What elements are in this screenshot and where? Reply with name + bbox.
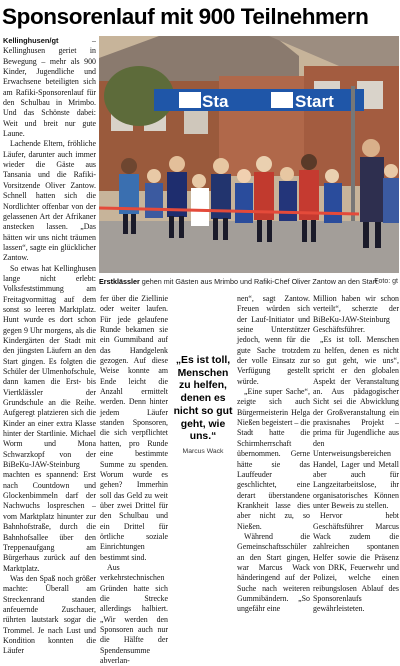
pull-quote-author: Marcus Wack [182, 447, 224, 455]
article-column-1 [3, 36, 96, 656]
dateline: Kellinghusen/gt [3, 36, 59, 45]
article-paragraph: Aus verkehrstechnischen Gründen hatte sich die Strecke allerdings halbiert. „Wir werden den Sponsoren auch nur die Hälfte der Spendensumme abverlan- [100, 562, 168, 666]
article-paragraph: Während die Gemeinschaftsschüler an den Start gingen, war Marcus Wack händeringend auf der Suche nach weiteren Gummibändern. „So ungefähr eine [237, 531, 310, 614]
article-paragraph: „Eine super Sache“, zeigte sich auch Bürgermeisterin Helga Nießen begeistert – die Stadt hatte die Schirmherrschaft übernommen. Gerne hätte sie das Lauffeuder geschlichtet, eine derart überstandene Krankheit lasse dies aber nicht zu, so Nießen. [237, 387, 310, 531]
headline: Sponsorenlauf mit 900 Teilnehmern [2, 4, 369, 29]
banner-text: Sta [202, 92, 229, 111]
article-column-4 [313, 294, 399, 614]
pull-quote [171, 355, 235, 455]
photo-credit: Foto: gt [374, 278, 398, 285]
caption-text: gehen mit Gästen aus Mrimbo und Rafiki-Chef Oliver Zantow an den Start. [139, 277, 380, 286]
photo-caption [99, 274, 399, 290]
article-paragraph: „Es ist toll. Menschen zu helfen, denen es nicht so gut geht, wie uns“, spricht er den globalen Aspekt der Veranstaltung an. Aus pädagogischer Sicht sei die Abwicklung der Großveranstaltung ein praxisnahes Projekt – prima für Jugendliche aus den Unterweisungsbereichen Handel, Lager und Metall aber auch für Langzeitarbeitslose, ihr organisatorisches Können unter Beweis zu stellen. [313, 335, 399, 510]
article-paragraph [3, 36, 96, 139]
article-paragraph: Million haben wir schon verteilt“, scherzte der BiBeKu-JAW-Steinburg Geschäftsführer. [313, 294, 399, 335]
article-paragraph: Hervor hebt Geschäftsführer Marcus Wack zudem die zahlreichen spontanen Helfer sowie die Präsenz von DRK, Feuerwehr und Polizei, welche einen reibungslosen Ablauf des Sponsorenlaufs gewährleisteten. [313, 511, 399, 614]
banner-start-text: Start [295, 92, 334, 111]
article-paragraph: Lachende Eltern, fröhliche Läufer, darunter auch immer wieder die Gäste aus Tansania und die Rafiki-Vorsitzende Oliver Zantow. Schnell hatten sich die Nordlichter offenbar von der gelassenen Art der Afrikaner anstecken lassen. „Das hätten wir uns nicht träumen lassen“, sagte ein glücklicher Zantow. [3, 139, 96, 263]
article-paragraph: nen“, sagt Zantow. Freuen würden sich der Lauf-Initiator und seine Unterstützer jedoch, wenn für die gute Sache trotzdem der volle Einsatz zur Verfügung gestellt würde. [237, 294, 310, 386]
article-paragraph: Was den Spaß noch größer machte: Überall am Streckenrand standen anfeuernde Zuschauer, rührten lautstark sogar die Trommel. Je nach Lust und Kondition konnten die Läufer [3, 573, 96, 656]
article-paragraph: fer über die Ziellinie oder weiter laufen. Für jede gelaufene Runde bekamen sie ein Gummiband auf das Handgelenk gezogen. Auf diese Weise konnte am Ende leicht die Anzahl ermittelt werden. Denn hinter jedem Läufer standen Sponsoren, die sich verpflichtet hatten, pro Runde eine bestimmte Summe zu spenden. Worum wurde es gehen? Immerhin soll das Geld zu weit über zwei Drittel für den Schulbau und ein Drittel für örtliche soziale Einrichtungen bestimmt sind. [100, 294, 168, 562]
pull-quote-text: „Es ist toll, Menschen zu helfen, denen es nicht so gut geht, wie uns.“ [173, 355, 233, 443]
caption-lead: Erstklässler [99, 277, 140, 286]
news-photo [99, 36, 399, 273]
article-column-2 [100, 294, 168, 666]
article-intro: – Kellinghusen geriet in Bewegung – mehr als 900 Kinder, Jugendliche und Erwachsene beteiligten sich am Rafiki-Sponsorenlauf für den Schulbau in Mrimbo. Und das Schönste dabei: Weit und breit nur gute Laune. [3, 36, 96, 139]
article-paragraph: So etwas hat Kellinghusen lange nicht erlebt: Volksfeststimmung am Freitagvormittag auf dem sonst so leeren Marktplatz. Hunt wurde es dort schon gegen 9 Uhr morgens, als die Kindergärten der Stadt mit den jüngsten Läufern an den Start gingen. Es folgten die Schüler der Ulmenhofschule, dann kamen die Erst- bis Viertklässler der Grundschule an die Reihe. Aufgeregt platzieren sich die Kinder an einer extra Klasse hinter der Startlinie. Michael Worm und Mona Schwarzkopf von der BiBeKu-JAW-Steinburg machten es spannend: Erst nach Countdown und Glockenbimmeln darf der Nachwuchs lospreschen – vom Marktplatz hinunter zur Bahnhofstraße, durch die Bahnhofsallee über den Treppenaufgang am Bürgerhaus zurück auf den Marktplatz. [3, 263, 96, 573]
article-column-3 [237, 294, 310, 614]
